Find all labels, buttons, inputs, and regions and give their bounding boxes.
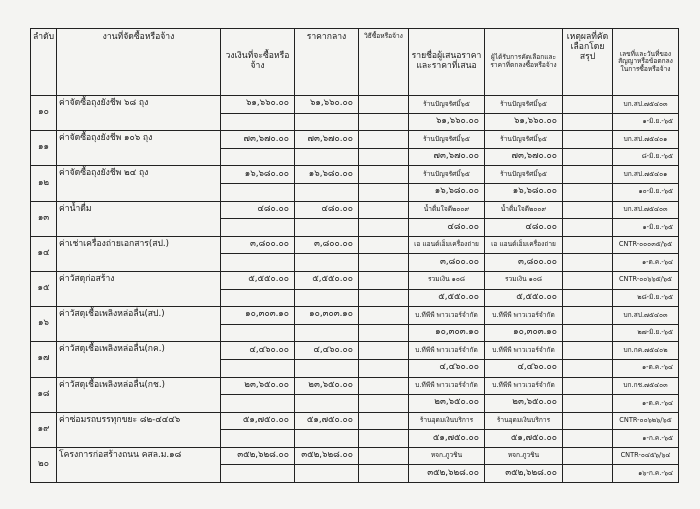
row-number: ๑๙ [31,412,57,447]
bidder-name: หจก.ภูวชิน [409,447,485,465]
budget-blank [221,183,295,201]
budget-blank [221,395,295,413]
median-price: ๗๓,๖๗๐.๐๐ [295,131,359,149]
median-price: ๑๖,๖๘๐.๐๐ [295,166,359,184]
table-row [31,271,679,289]
budget-amount: ๔,๔๖๐.๐๐ [221,342,295,360]
row-number: ๑๔ [31,236,57,271]
bidder-price: ๗๓,๖๗๐.๐๐ [409,148,485,166]
selected-name: น้ำดื่มใจดี๒๐๐๙ [485,201,563,219]
budget-blank [221,254,295,272]
table-row [31,412,679,430]
method-blank [359,289,409,307]
method-cell [359,307,409,325]
method-cell [359,412,409,430]
median-blank [295,359,359,377]
selected-price: ๖๑,๖๖๐.๐๐ [485,113,563,131]
median-blank [295,324,359,342]
table-row [31,166,679,184]
method-cell [359,96,409,114]
row-number: ๑๗ [31,342,57,377]
contract-date: ๑-มิ.ย.-๖๕ [613,113,679,131]
procurement-table [30,28,679,483]
contract-number: บก.กช.๗๕๔๐๓ [613,377,679,395]
contract-number: CNTR-๐๐๐๓๕/๖๕ [613,236,679,254]
median-blank [295,183,359,201]
header-contract: เลขที่และวันที่ของสัญญาหรือข้อตกลงในการซื้อหรือจ้าง [613,29,679,96]
header-median: ราคากลาง [295,29,359,96]
method-blank [359,254,409,272]
budget-amount: ๓,๘๐๐.๐๐ [221,236,295,254]
header-selected: ผู้ได้รับการคัดเลือกและราคาที่ตกลงซื้อหรือจ้าง [485,29,563,96]
work-item: ค่าจัดซื้อถุงยังชีพ ๖๘ ถุง [57,96,221,131]
budget-amount: ๖๑,๖๖๐.๐๐ [221,96,295,114]
header-method: วิธีซื้อหรือจ้าง [359,29,409,96]
header-no: ลำดับ [31,29,57,96]
method-cell [359,271,409,289]
budget-amount: ๑๐,๓๐๓.๑๐ [221,307,295,325]
contract-date: ๒๘-มิ.ย.-๖๕ [613,289,679,307]
budget-blank [221,148,295,166]
selected-price: ๔,๔๖๐.๐๐ [485,359,563,377]
method-blank [359,148,409,166]
bidder-name: น้ำดื่มใจดี๒๐๐๙ [409,201,485,219]
reason-blank [563,148,613,166]
reason-cell [563,412,613,430]
work-item: ค่าวัสดุก่อสร้าง [57,271,221,306]
budget-blank [221,324,295,342]
bidder-name: ร้านปัญจรัศมิ์๖๕ [409,131,485,149]
reason-blank [563,113,613,131]
contract-number: CNTR-๐๐๖๒๖/๖๕ [613,412,679,430]
row-number: ๑๑ [31,131,57,166]
method-cell [359,342,409,360]
method-cell [359,131,409,149]
contract-date: ๑-มิ.ย.-๖๕ [613,219,679,237]
budget-blank [221,359,295,377]
median-blank [295,254,359,272]
selected-price: ๑๐,๓๐๓.๑๐ [485,324,563,342]
method-cell [359,447,409,465]
selected-name: ร้านปัญจรัศมิ์๖๕ [485,131,563,149]
selected-name: ร้านปัญจรัศมิ์๖๕ [485,96,563,114]
median-blank [295,430,359,448]
contract-number: CNTR-๐๔๕๖/๖๔ [613,447,679,465]
bidder-name: บ.ทีพีพี พาวเวอร์จำกัด [409,307,485,325]
table-row [31,342,679,360]
budget-blank [221,113,295,131]
work-item: ค่าจัดซื้อถุงยังชีพ ๒๔ ถุง [57,166,221,201]
bidder-name: ร้านอุดมเงินบริการ [409,412,485,430]
median-blank [295,395,359,413]
reason-cell [563,131,613,149]
budget-amount: ๗๓,๖๗๐.๐๐ [221,131,295,149]
row-number: ๑๐ [31,96,57,131]
selected-price: ๔๘๐.๐๐ [485,219,563,237]
reason-blank [563,219,613,237]
work-item: ค่าวัสดุเชื้อเพลิงหล่อลื่น(กช.) [57,377,221,412]
budget-amount: ๑๖,๖๘๐.๐๐ [221,166,295,184]
reason-blank [563,183,613,201]
work-item: ค่าวัสดุเชื้อเพลิงหล่อลื่น(สป.) [57,307,221,342]
budget-blank [221,289,295,307]
reason-blank [563,430,613,448]
bidder-name: รวมเงิน ๑๐๘ [409,271,485,289]
selected-price: ๕,๕๕๐.๐๐ [485,289,563,307]
contract-number: บก.สป.๗๕๔๐๓ [613,307,679,325]
work-item: ค่าซ่อมรถบรรทุกขยะ ๘๒-๔๔๔๖ [57,412,221,447]
table-row [31,96,679,114]
median-price: ๑๐,๓๐๓.๑๐ [295,307,359,325]
bidder-price: ๓๕๒,๖๒๘.๐๐ [409,465,485,483]
median-blank [295,148,359,166]
median-blank [295,289,359,307]
reason-cell [563,271,613,289]
selected-name: รวมเงิน ๑๐๘ [485,271,563,289]
budget-amount: ๕๑,๗๕๐.๐๐ [221,412,295,430]
row-number: ๑๘ [31,377,57,412]
median-price: ๕,๕๕๐.๐๐ [295,271,359,289]
reason-cell [563,236,613,254]
method-blank [359,465,409,483]
reason-blank [563,465,613,483]
row-number: ๑๖ [31,307,57,342]
bidder-name: ร้านปัญจรัศมิ์๖๕ [409,166,485,184]
table-header-row [31,29,679,96]
bidder-name: บ.ทีพีพี พาวเวอร์จำกัด [409,377,485,395]
median-blank [295,219,359,237]
contract-date: ๑-ก.ค.-๖๕ [613,430,679,448]
table-body [31,96,679,483]
median-blank [295,113,359,131]
method-blank [359,113,409,131]
reason-blank [563,359,613,377]
reason-blank [563,395,613,413]
selected-price: ๕๑,๗๕๐.๐๐ [485,430,563,448]
table-row [31,131,679,149]
budget-blank [221,430,295,448]
reason-cell [563,447,613,465]
header-budget: วงเงินที่จะซื้อหรือจ้าง [221,29,295,96]
table-row [31,236,679,254]
bidder-name: ร้านปัญจรัศมิ์๖๕ [409,96,485,114]
row-number: ๑๒ [31,166,57,201]
contract-number: บก.กค.๗๕๔๐๒ [613,342,679,360]
bidder-price: ๑๐,๓๐๓.๑๐ [409,324,485,342]
contract-date: ๑-ต.ค.-๖๔ [613,254,679,272]
budget-blank [221,465,295,483]
selected-price: ๒๓,๖๕๐.๐๐ [485,395,563,413]
header-reason: เหตุผลที่คัดเลือกโดยสรุป [563,29,613,96]
reason-cell [563,307,613,325]
work-item: ค่าเช่าเครื่องถ่ายเอกสาร(สป.) [57,236,221,271]
bidder-price: ๔๘๐.๐๐ [409,219,485,237]
budget-blank [221,219,295,237]
reason-blank [563,289,613,307]
reason-blank [563,254,613,272]
reason-blank [563,324,613,342]
method-cell [359,166,409,184]
table-row [31,201,679,219]
median-price: ๓,๘๐๐.๐๐ [295,236,359,254]
reason-cell [563,342,613,360]
method-cell [359,377,409,395]
selected-name: บ.ทีพีพี พาวเวอร์จำกัด [485,377,563,395]
method-blank [359,430,409,448]
method-blank [359,359,409,377]
table-row [31,377,679,395]
work-item: ค่าน้ำดื่ม [57,201,221,236]
budget-amount: ๓๕๒,๖๒๘.๐๐ [221,447,295,465]
median-price: ๔๘๐.๐๐ [295,201,359,219]
contract-date: ๘-มิ.ย.-๖๕ [613,148,679,166]
work-item: ค่าวัสดุเชื้อเพลิงหล่อลื่น(กค.) [57,342,221,377]
contract-number: บก.สป.๗๕๔๐๓ [613,96,679,114]
header-work: งานที่จัดซื้อหรือจ้าง [57,29,221,96]
median-price: ๖๑,๖๖๐.๐๐ [295,96,359,114]
reason-cell [563,377,613,395]
row-number: ๒๐ [31,447,57,482]
selected-price: ๓,๘๐๐.๐๐ [485,254,563,272]
median-price: ๔,๔๖๐.๐๐ [295,342,359,360]
selected-name: บ.ทีพีพี พาวเวอร์จำกัด [485,307,563,325]
budget-amount: ๔๘๐.๐๐ [221,201,295,219]
median-blank [295,465,359,483]
median-price: ๒๓,๖๕๐.๐๐ [295,377,359,395]
contract-number: บก.สป.๗๕๔๐๑ [613,166,679,184]
contract-date: ๒๗-มิ.ย.-๖๕ [613,324,679,342]
bidder-price: ๑๖,๖๘๐.๐๐ [409,183,485,201]
table-row [31,307,679,325]
contract-date: ๑๐-มิ.ย.-๖๕ [613,183,679,201]
row-number: ๑๓ [31,201,57,236]
row-number: ๑๕ [31,271,57,306]
method-blank [359,395,409,413]
bidder-price: ๖๑,๖๖๐.๐๐ [409,113,485,131]
budget-amount: ๕,๕๕๐.๐๐ [221,271,295,289]
bidder-name: เอ แอนด์เอ็มเครื่องถ่าย [409,236,485,254]
selected-name: เอ แอนด์เอ็มเครื่องถ่าย [485,236,563,254]
work-item: ค่าจัดซื้อถุงยังชีพ ๑๐๖ ถุง [57,131,221,166]
selected-price: ๑๖,๖๘๐.๐๐ [485,183,563,201]
selected-name: บ.ทีพีพี พาวเวอร์จำกัด [485,342,563,360]
method-blank [359,219,409,237]
header-bidders: รายชื่อผู้เสนอราคาและราคาที่เสนอ [409,29,485,96]
selected-price: ๓๕๒,๖๒๘.๐๐ [485,465,563,483]
median-price: ๕๑,๗๕๐.๐๐ [295,412,359,430]
contract-date: ๑๖-ก.ค.-๖๔ [613,465,679,483]
selected-price: ๗๓,๖๗๐.๐๐ [485,148,563,166]
bidder-price: ๒๓,๖๕๐.๐๐ [409,395,485,413]
median-price: ๓๕๒,๖๒๘.๐๐ [295,447,359,465]
selected-name: หจก.ภูวชิน [485,447,563,465]
bidder-price: ๓,๘๐๐.๐๐ [409,254,485,272]
method-blank [359,183,409,201]
selected-name: ร้านอุดมเงินบริการ [485,412,563,430]
table-row [31,447,679,465]
contract-number: บก.สป.๗๕๔๐๑ [613,131,679,149]
selected-name: ร้านปัญจรัศมิ์๖๕ [485,166,563,184]
bidder-price: ๔,๔๖๐.๐๐ [409,359,485,377]
budget-amount: ๒๓,๖๕๐.๐๐ [221,377,295,395]
contract-number: CNTR-๐๐๖๖๕/๖๕ [613,271,679,289]
contract-date: ๑-ต.ค.-๖๔ [613,395,679,413]
reason-cell [563,166,613,184]
reason-cell [563,96,613,114]
bidder-name: บ.ทีพีพี พาวเวอร์จำกัด [409,342,485,360]
reason-cell [563,201,613,219]
contract-date: ๑-ต.ค.-๖๔ [613,359,679,377]
method-blank [359,324,409,342]
bidder-price: ๕๑,๗๕๐.๐๐ [409,430,485,448]
contract-number: บก.สป.๗๕๔๐๓ [613,201,679,219]
bidder-price: ๕,๕๕๐.๐๐ [409,289,485,307]
method-cell [359,201,409,219]
method-cell [359,236,409,254]
procurement-report-page [30,28,678,498]
work-item: โครงการก่อสร้างถนน คสล.ม.๑๘ [57,447,221,482]
